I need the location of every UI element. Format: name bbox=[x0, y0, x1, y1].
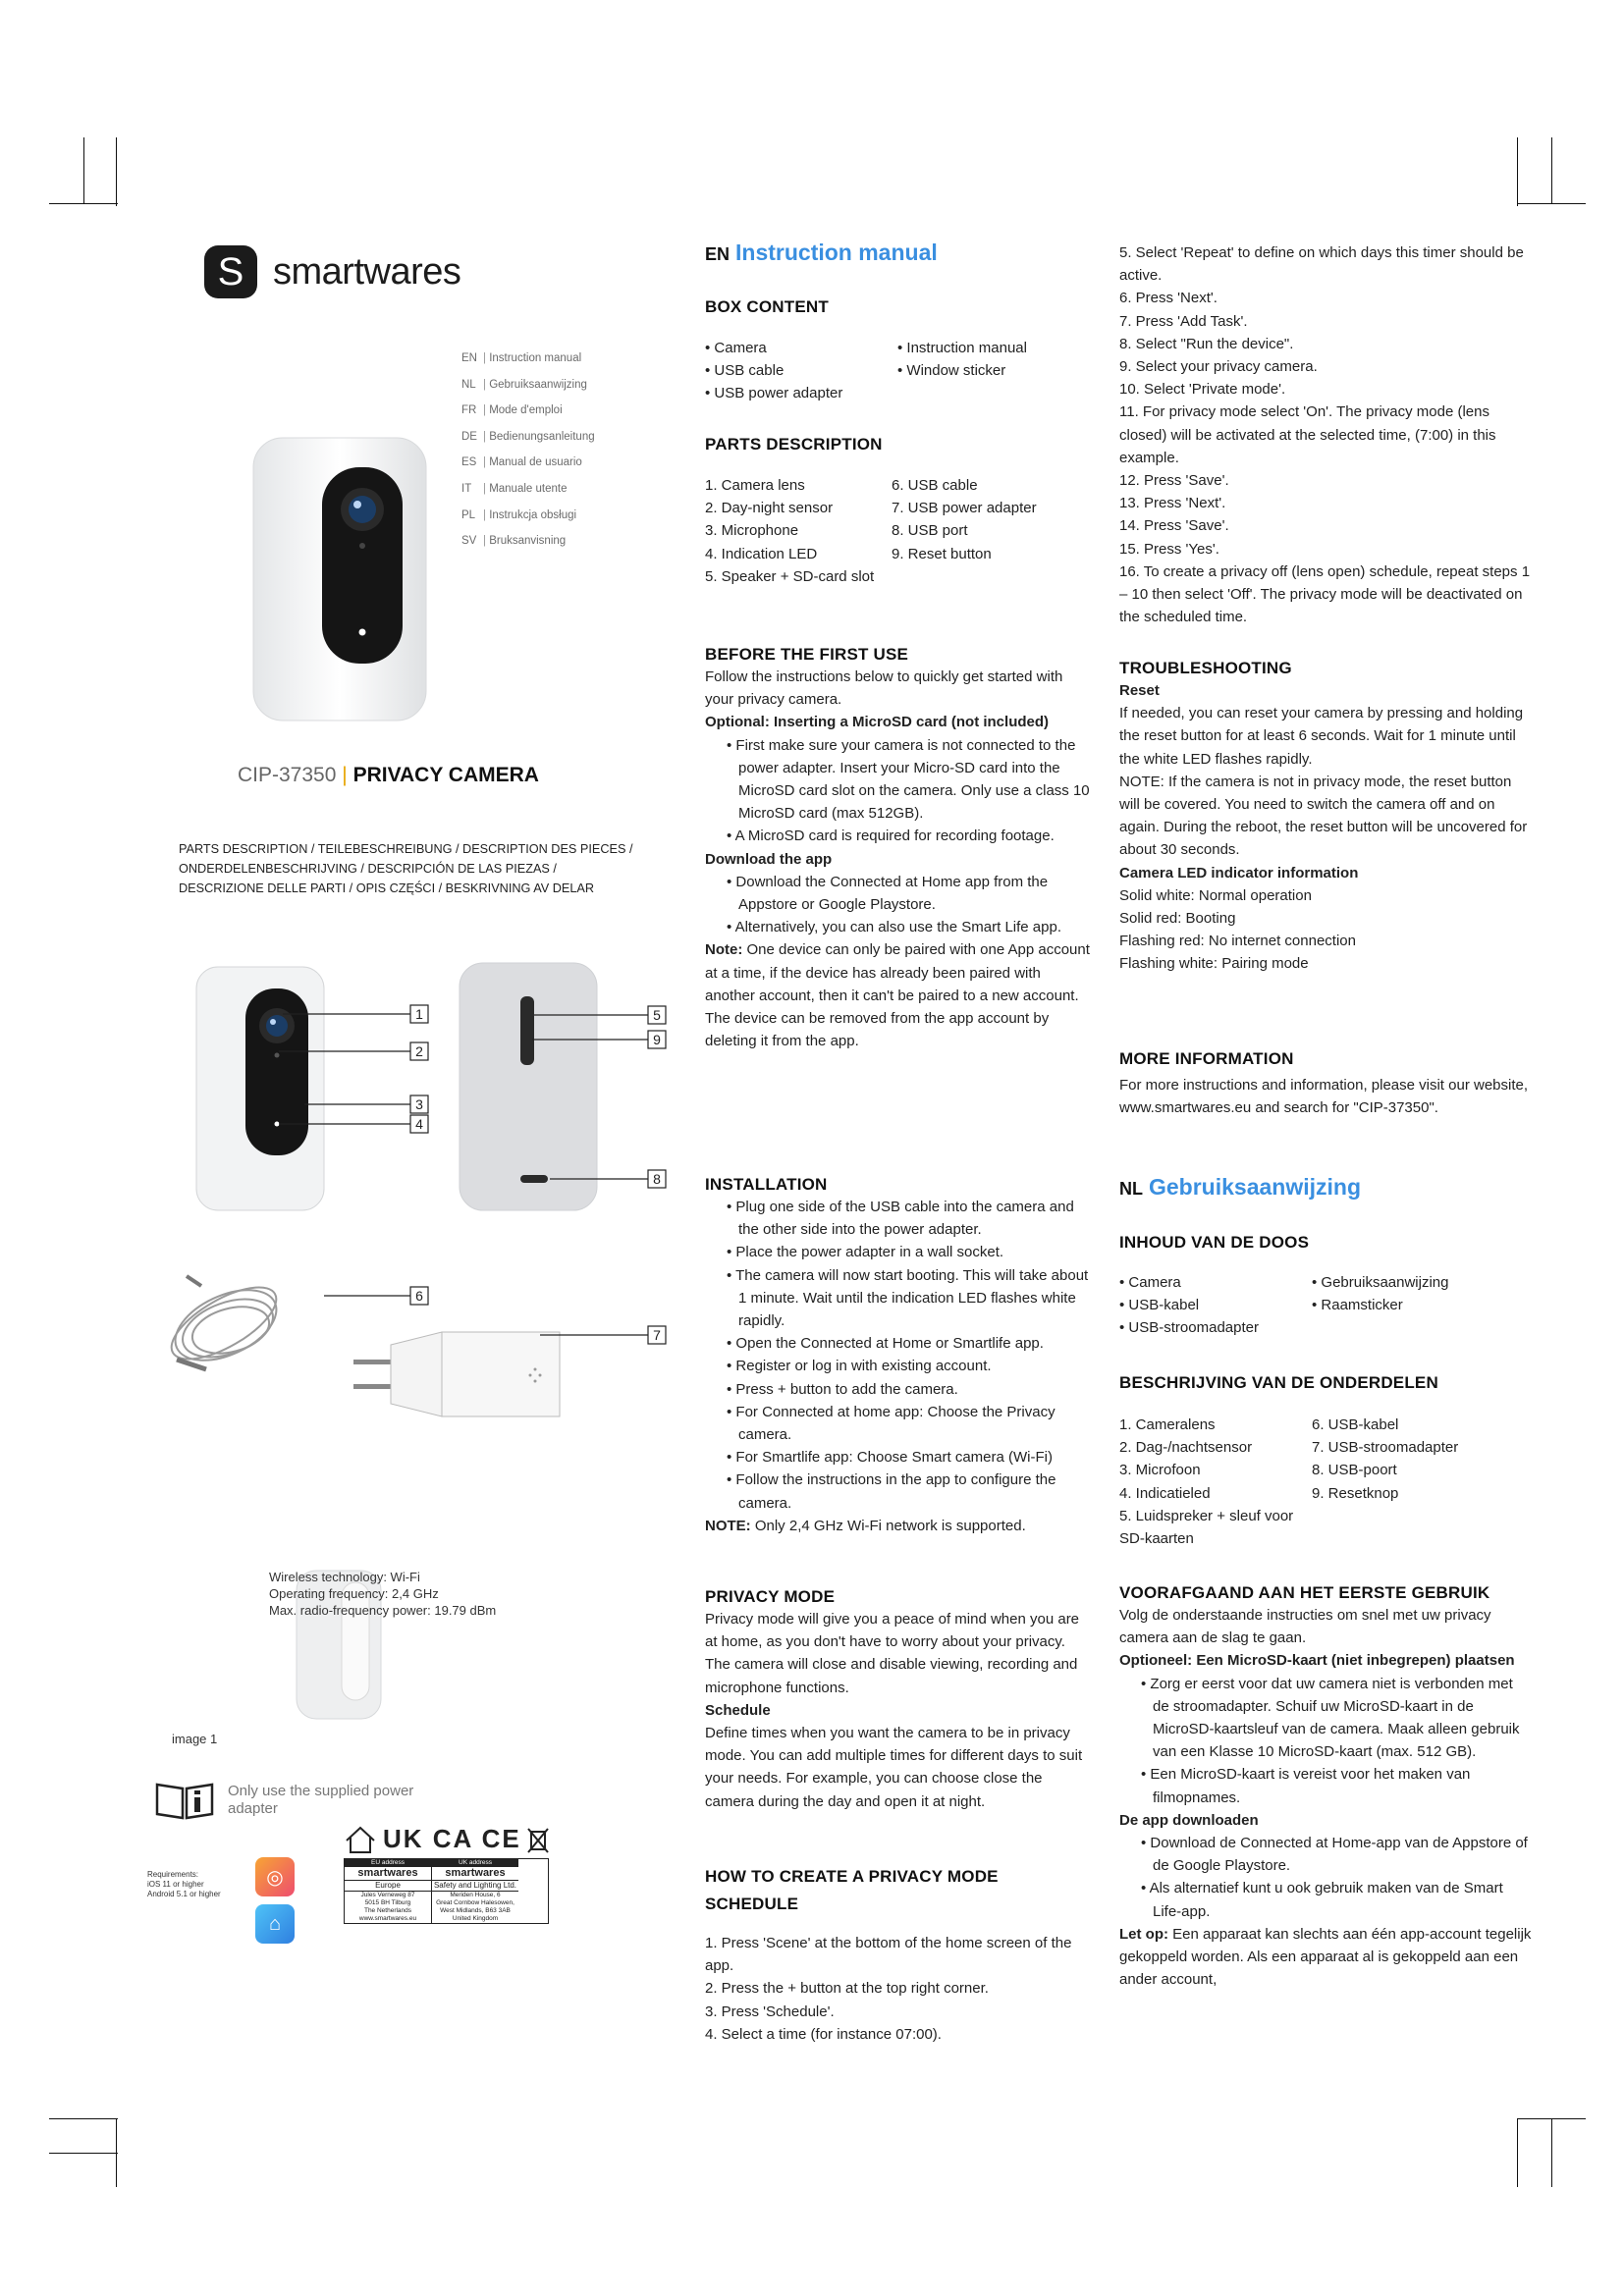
list-item: • USB power adapter bbox=[705, 385, 843, 402]
led-item: Flashing white: Pairing mode bbox=[1119, 955, 1309, 973]
before-first-use-section bbox=[705, 644, 1090, 1052]
callout-number: 7 bbox=[653, 1327, 661, 1343]
list-item: • Instruction manual bbox=[897, 340, 1027, 356]
installation-heading: INSTALLATION bbox=[705, 1175, 828, 1194]
list-item: 5. Luidspreker + sleuf voor SD-kaarten bbox=[1119, 1507, 1294, 1548]
list-item: • Een MicroSD-kaart is vereist voor het maken van filmopnames. bbox=[1141, 1766, 1471, 1806]
list-item: 3. Microphone bbox=[705, 522, 799, 540]
list-item: • Raamsticker bbox=[1312, 1297, 1403, 1314]
troubleshooting-section bbox=[1119, 658, 1532, 976]
led-item: Solid red: Booting bbox=[1119, 910, 1236, 928]
language-item: DE | Bedienungsanleitung bbox=[461, 430, 595, 443]
callout-number: 4 bbox=[415, 1116, 423, 1132]
eu-address: EU address smartwares Europe Jules Verneweg 87 5015 BH Tilburg The Netherlands www.smartwares.eu bbox=[345, 1859, 432, 1923]
crop-mark bbox=[1551, 137, 1552, 204]
language-item: PL | Instrukcja obsługi bbox=[461, 508, 577, 521]
privacy-text: Privacy mode will give you a peace of mind when you are at home, as you don't have to worry about your privacy. The camera will close and disable viewing, recording and microphone functions. bbox=[705, 1611, 1080, 1696]
step-item: 11. For privacy mode select 'On'. The privacy mode (lens closed) will be activated at the selected time, (7:00) in this example. bbox=[1119, 403, 1496, 466]
nl-before-section bbox=[1119, 1582, 1532, 1991]
more-info-section bbox=[1119, 1048, 1532, 1119]
list-item: 3. Microfoon bbox=[1119, 1462, 1201, 1479]
list-item: • Camera bbox=[705, 340, 767, 356]
step-item: 2. Press the + button at the top right corner. bbox=[705, 1980, 989, 1998]
list-item: • Follow the instructions in the app to configure the camera. bbox=[727, 1471, 1056, 1512]
language-item: IT | Manuale utente bbox=[461, 482, 568, 495]
callout-number: 1 bbox=[415, 1006, 423, 1022]
list-item: • Open the Connected at Home or Smartlife app. bbox=[727, 1335, 1044, 1353]
list-item: • USB cable bbox=[705, 362, 785, 380]
led-item: Solid white: Normal operation bbox=[1119, 886, 1312, 904]
crop-mark bbox=[49, 2153, 118, 2154]
power-adapter-figure bbox=[353, 1332, 560, 1416]
list-item: 8. USB-poort bbox=[1312, 1462, 1397, 1479]
parts-list bbox=[705, 474, 1090, 588]
power-note-text: Only use the supplied power adapter bbox=[228, 1783, 414, 1817]
uk-address: UK address smartwares Safety and Lighting Ltd. Meriden House, 6 Great Cornbow Halesowen, West Midlands, B63 3AB United Kingdom bbox=[433, 1859, 517, 1922]
list-item: • Download the Connected at Home app from the Appstore or Google Playstore. bbox=[727, 873, 1049, 914]
list-item: • For Connected at home app: Choose the Privacy camera. bbox=[727, 1403, 1056, 1444]
callout-number: 6 bbox=[415, 1288, 423, 1304]
power-note bbox=[153, 1779, 424, 1822]
list-item: • First make sure your camera is not connected to the power adapter. Insert your Micro-SD card into the MicroSD card slot on the camera. Only use a class 10 MicroSD card (max 512GB). bbox=[727, 736, 1090, 823]
step-item: 7. Press 'Add Task'. bbox=[1119, 312, 1248, 330]
nl-note: Let op: Een apparaat kan slechts aan één app-account tegelijk gekoppeld worden. Als een apparaat al is gekoppeld aan een ander account, bbox=[1119, 1925, 1532, 1989]
cert-marks: UK CA CE bbox=[383, 1824, 521, 1853]
list-item: 8. USB port bbox=[892, 522, 968, 540]
list-item: • USB-kabel bbox=[1119, 1297, 1200, 1314]
step-item: 15. Press 'Yes'. bbox=[1119, 540, 1219, 558]
camera-front-figure bbox=[196, 967, 324, 1210]
smart-life-app-icon: ⌂ bbox=[255, 1904, 295, 1944]
nl-box-list bbox=[1119, 1271, 1532, 1340]
reset-note: NOTE: If the camera is not in privacy mode, the reset button will be covered. You need to switch the camera off and on again. During the reboot, the reset button will be uncovered for about 30 seconds. bbox=[1119, 773, 1528, 859]
more-info-text: For more instructions and information, please visit our website, www.smartwares.eu and search for "CIP-37350". bbox=[1119, 1077, 1529, 1117]
callout-number: 5 bbox=[653, 1007, 661, 1023]
list-item: • Alternatively, you can also use the Smart Life app. bbox=[727, 919, 1061, 936]
app-icons bbox=[255, 1857, 295, 1951]
list-item: • Gebruiksaanwijzing bbox=[1312, 1274, 1449, 1291]
product-model: CIP-37350 | PRIVACY CAMERA bbox=[238, 764, 539, 786]
before-intro: Follow the instructions below to quickly get started with your privacy camera. bbox=[705, 668, 1063, 709]
product-name: PRIVACY CAMERA bbox=[352, 764, 539, 786]
list-item: • Place the power adapter in a wall socket. bbox=[727, 1244, 1004, 1261]
list-item: 7. USB power adapter bbox=[892, 500, 1037, 517]
box-content-heading: BOX CONTENT bbox=[705, 297, 829, 316]
nl-box-heading: INHOUD VAN DE DOOS bbox=[1119, 1233, 1310, 1252]
reset-heading: Reset bbox=[1119, 682, 1160, 699]
parts-figures bbox=[147, 947, 677, 1418]
list-item: • Window sticker bbox=[897, 362, 1006, 380]
crop-mark bbox=[1517, 2118, 1518, 2187]
list-item: 7. USB-stroomadapter bbox=[1312, 1439, 1459, 1457]
step-item: 5. Select 'Repeat' to define on which days this timer should be active. bbox=[1119, 244, 1524, 285]
camera-hero-image bbox=[245, 432, 432, 726]
step-item: 6. Press 'Next'. bbox=[1119, 290, 1218, 307]
privacy-mode-section bbox=[705, 1586, 1090, 1813]
list-item: 1. Cameralens bbox=[1119, 1416, 1216, 1433]
en-title: EN Instruction manual bbox=[705, 240, 938, 265]
list-item: • Plug one side of the USB cable into the camera and the other side into the power adapter. bbox=[727, 1199, 1074, 1239]
language-item: FR | Mode d'emploi bbox=[461, 404, 563, 417]
list-item: 9. Reset button bbox=[892, 545, 992, 562]
language-item: ES | Manual de usuario bbox=[461, 456, 582, 469]
list-item: • For Smartlife app: Choose Smart camera (Wi-Fi) bbox=[727, 1449, 1053, 1467]
step-item: 9. Select your privacy camera. bbox=[1119, 358, 1318, 376]
install-note: NOTE: Only 2,4 GHz Wi-Fi network is supported. bbox=[705, 1517, 1026, 1534]
list-item: 9. Resetknop bbox=[1312, 1484, 1399, 1502]
nl-optional-heading: Optioneel: Een MicroSD-kaart (niet inbegrepen) plaatsen bbox=[1119, 1652, 1515, 1670]
step-item: 3. Press 'Schedule'. bbox=[705, 2002, 835, 2020]
callout-number: 9 bbox=[653, 1032, 661, 1047]
list-item: 5. Speaker + SD-card slot bbox=[705, 567, 875, 585]
installation-section bbox=[705, 1174, 1090, 1537]
list-item: 2. Dag-/nachtsensor bbox=[1119, 1439, 1253, 1457]
howto-steps-continued bbox=[1119, 241, 1532, 628]
spec-power: Max. radio-frequency power: 19.79 dBm bbox=[269, 1603, 497, 1618]
language-item: NL | Gebruiksaanwijzing bbox=[461, 378, 587, 391]
crop-mark bbox=[1551, 2118, 1552, 2187]
address-table bbox=[344, 1858, 549, 1924]
list-item: 6. USB cable bbox=[892, 477, 978, 494]
spec-block bbox=[269, 1569, 496, 1619]
nl-title: NL Gebruiksaanwijzing bbox=[1119, 1174, 1361, 1200]
schedule-text: Define times when you want the camera to be in privacy mode. You can add multiple times for different days to suit your needs. For example, you can choose close the camera during the day and open it at night. bbox=[705, 1725, 1083, 1810]
led-item: Flashing red: No internet connection bbox=[1119, 933, 1356, 950]
certification-block bbox=[344, 1824, 549, 1924]
brand-logo bbox=[204, 245, 460, 298]
reset-text: If needed, you can reset your camera by pressing and holding the reset button for at least 6 seconds. Wait for 1 minute until the white LED flashes rapidly. bbox=[1119, 705, 1524, 768]
privacy-heading: PRIVACY MODE bbox=[705, 1587, 836, 1606]
optional-heading: Optional: Inserting a MicroSD card (not included) bbox=[705, 714, 1050, 731]
list-item: 6. USB-kabel bbox=[1312, 1416, 1399, 1433]
list-item: • A MicroSD card is required for recording footage. bbox=[727, 828, 1055, 845]
list-item: 4. Indication LED bbox=[705, 545, 818, 562]
step-item: 10. Select 'Private mode'. bbox=[1119, 381, 1286, 399]
list-item: • Download de Connected at Home-app van de Appstore of de Google Playstore. bbox=[1141, 1835, 1528, 1875]
list-item: • Register or log in with existing account. bbox=[727, 1358, 992, 1375]
logo-mark: S bbox=[204, 245, 257, 298]
step-item: 1. Press 'Scene' at the bottom of the home screen of the app. bbox=[705, 1935, 1072, 1975]
spec-frequency: Operating frequency: 2,4 GHz bbox=[269, 1586, 439, 1601]
parts-heading: PARTS DESCRIPTION bbox=[705, 435, 883, 454]
led-heading: Camera LED indicator information bbox=[1119, 864, 1359, 881]
step-item: 14. Press 'Save'. bbox=[1119, 517, 1229, 535]
list-item: • Camera bbox=[1119, 1274, 1181, 1291]
nl-before-heading: VOORAFGAAND AAN HET EERSTE GEBRUIK bbox=[1119, 1583, 1490, 1602]
crop-mark bbox=[83, 137, 84, 204]
list-item: 1. Camera lens bbox=[705, 477, 805, 494]
before-heading: BEFORE THE FIRST USE bbox=[705, 645, 909, 664]
nl-download-heading: De app downloaden bbox=[1119, 1811, 1259, 1829]
schedule-heading: Schedule bbox=[705, 1701, 771, 1719]
manual-info-icon bbox=[153, 1779, 216, 1822]
house-icon bbox=[344, 1825, 377, 1854]
list-item: • Als alternatief kunt u ook gebruik maken van de Smart Life-app. bbox=[1141, 1880, 1503, 1920]
crop-mark bbox=[1517, 137, 1518, 206]
box-content-list bbox=[705, 337, 1090, 405]
crop-mark bbox=[116, 137, 117, 206]
step-item: 8. Select "Run the device". bbox=[1119, 335, 1294, 352]
crop-mark bbox=[49, 2118, 118, 2119]
callout-number: 2 bbox=[415, 1043, 423, 1059]
howto-section bbox=[705, 1863, 1090, 2046]
parts-heading-multilang: PARTS DESCRIPTION / TEILEBESCHREIBUNG / DESCRIPTION DES PIECES / ONDERDELENBESCHRIJVING / DESCRIPCIÓN DE LAS PIEZAS / DESCRIZIONE DELLE PARTI / OPIS CZĘŚCI / BESKRIVNING AV DELAR bbox=[179, 842, 633, 895]
step-item: 13. Press 'Next'. bbox=[1119, 495, 1226, 512]
note-paragraph: Note: One device can only be paired with one App account at a time, if the device has already been paired with another account, then it can't be paired to a new account. The device can be removed from the app account by deleting it from the app. bbox=[705, 941, 1090, 1050]
step-item: 16. To create a privacy off (lens open) schedule, repeat steps 1 – 10 then select 'Off'. The privacy mode will be deactivated on the scheduled time. bbox=[1119, 562, 1531, 626]
language-list bbox=[461, 346, 595, 555]
camera-back-figure bbox=[460, 963, 597, 1210]
nl-before-intro: Volg de onderstaande instructies om snel met uw privacy camera aan de slag te gaan. bbox=[1119, 1607, 1491, 1647]
language-item: EN | Instruction manual bbox=[461, 352, 582, 364]
callout-number: 8 bbox=[653, 1171, 661, 1187]
list-item: • USB-stroomadapter bbox=[1119, 1319, 1259, 1337]
howto-heading: HOW TO CREATE A PRIVACY MODE SCHEDULE bbox=[705, 1867, 999, 1913]
step-item: 12. Press 'Save'. bbox=[1119, 472, 1229, 490]
weee-bin-icon bbox=[527, 1826, 549, 1853]
requirements: Requirements: iOS 11 or higher Android 5.1 or higher bbox=[147, 1870, 221, 1898]
troubleshooting-heading: TROUBLESHOOTING bbox=[1119, 659, 1292, 677]
step-item: 4. Select a time (for instance 07:00). bbox=[705, 2025, 942, 2043]
callout-number: 3 bbox=[415, 1096, 423, 1112]
spec-wireless: Wireless technology: Wi-Fi bbox=[269, 1570, 420, 1584]
language-item: SV | Bruksanvisning bbox=[461, 535, 567, 548]
usb-cable-figure bbox=[161, 1273, 287, 1374]
list-item: 2. Day-night sensor bbox=[705, 500, 834, 517]
more-info-heading: MORE INFORMATION bbox=[1119, 1049, 1294, 1068]
download-heading: Download the app bbox=[705, 850, 833, 868]
image-caption: image 1 bbox=[172, 1732, 218, 1746]
list-item: • The camera will now start booting. This will take about 1 minute. Wait until the indication LED flashes white rapidly. bbox=[727, 1266, 1089, 1330]
list-item: • Zorg er eerst voor dat uw camera niet is verbonden met de stroomadapter. Schuif uw MicroSD-kaart in de MicroSD-kaartsleuf van de camera. Maak alleen gebruik van een Klasse 10 MicroSD-kaart (max. 512 GB). bbox=[1141, 1675, 1520, 1761]
connected-at-home-app-icon: ◎ bbox=[255, 1857, 295, 1896]
brand-name: smartwares bbox=[273, 250, 461, 293]
nl-parts-list bbox=[1119, 1414, 1532, 1550]
list-item: • Press + button to add the camera. bbox=[727, 1380, 958, 1398]
list-item: 4. Indicatieled bbox=[1119, 1484, 1211, 1502]
nl-parts-heading: BESCHRIJVING VAN DE ONDERDELEN bbox=[1119, 1373, 1438, 1392]
